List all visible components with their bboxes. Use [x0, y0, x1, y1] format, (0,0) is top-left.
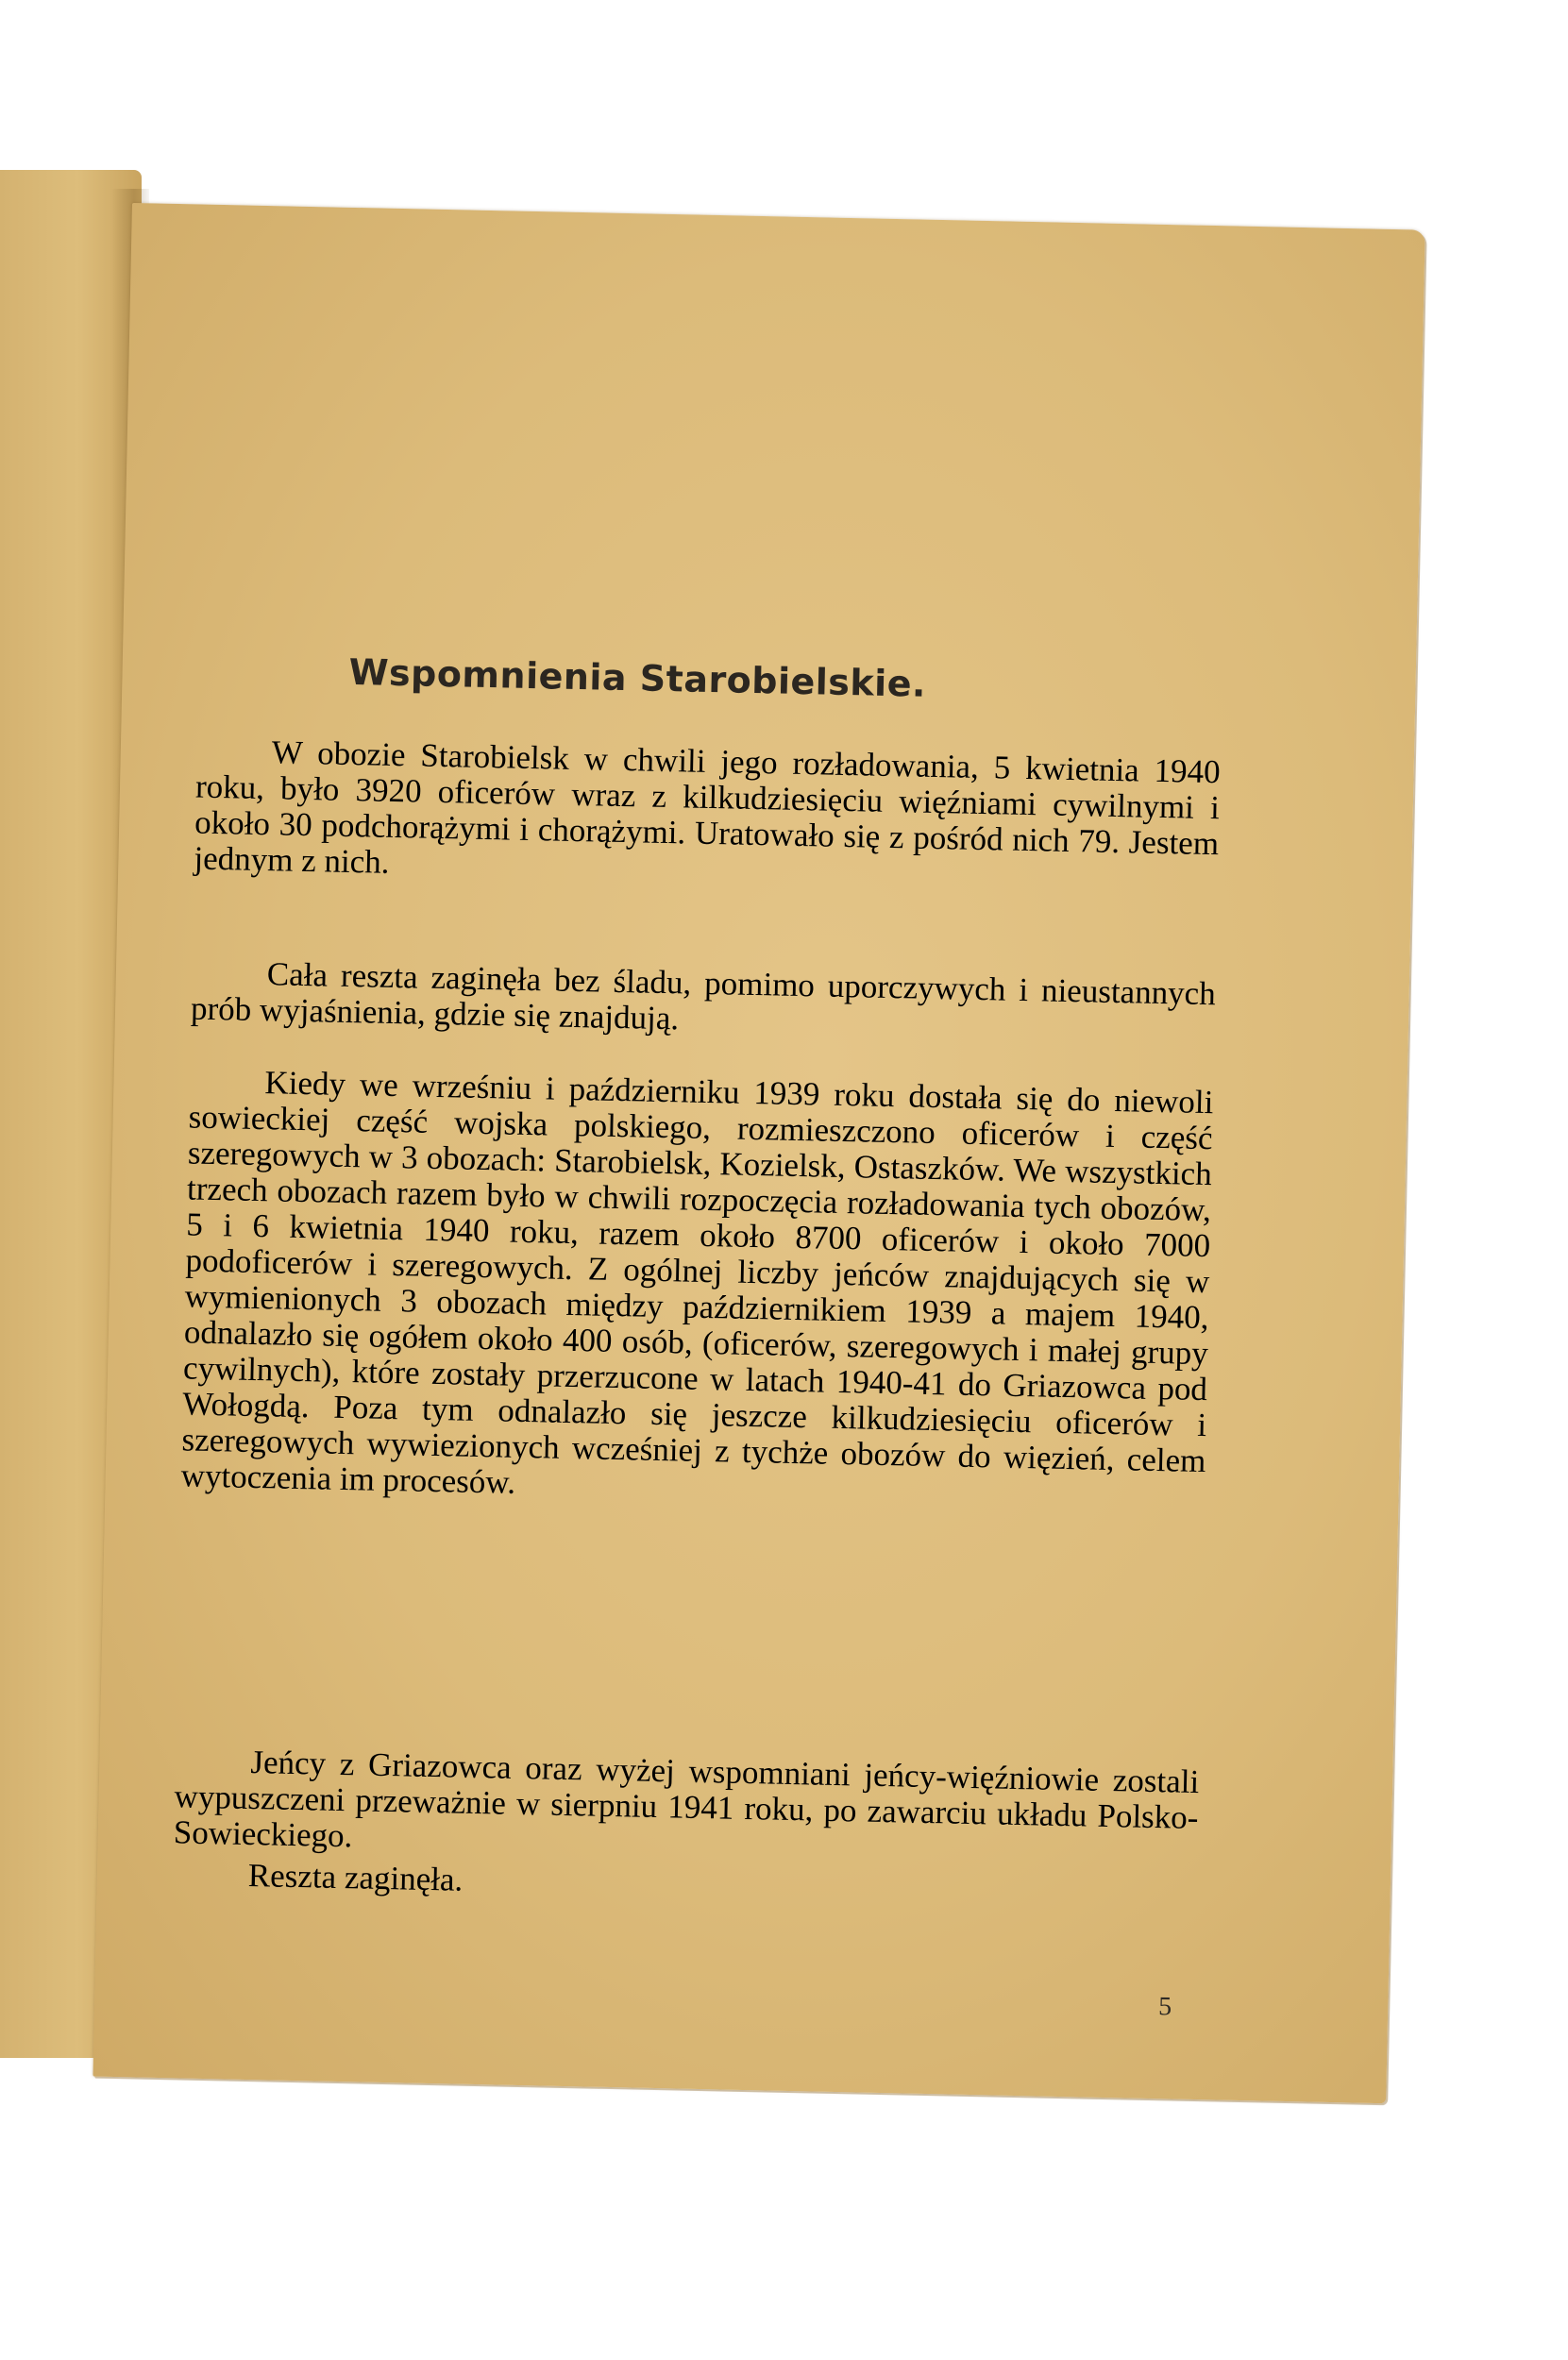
paragraph-3: Kiedy we wrześniu i październiku 1939 roku dostała się do niewoli sowieckiej część wojska polskiego, rozmieszczono oficerów i część szeregowych w 3 obozach: Starobielsk, Kozielsk, Ostaszków. We wszystkich trzech obozach razem było w chwili rozpoczęcia rozładowania tych obozów, 5 i 6 kwietnia 1940 roku, razem około 8700 oficerów i około 7000 podoficerów i szeregowych. Z ogólnej liczby jeńców znajdujących się w wymienionych 3 obozach między październikiem 1939 a majem 1940, odnalazło się ogółem około 400 osób, (oficerów, szeregowych i małej grupy cywilnych), które zostały przerzucone w latach 1940-41 do Griazowca pod Wołogdą. Poza tym odnalazło się jeszcze kilkudziesięciu oficerów i szeregowych wywiezionych wcześniej z tychże obozów do więzień, celem wytoczenia im procesów. [180, 1064, 1214, 1501]
page-number: 5 [1157, 1992, 1172, 2022]
page-title: Wspomnienia Starobielskie. [348, 650, 927, 705]
book-page [93, 203, 1425, 2103]
paragraph-4: Jeńcy z Griazowca oraz wyżej wspomniani jeńcy-więźniowie zostali wypuszczeni przeważnie w sierpniu 1941 roku, po zawarciu układu Polsko-Sowieckiego. [173, 1743, 1200, 1855]
paragraph-2: Cała reszta zaginęła bez śladu, pomimo uporczywych i nieustannych prób wyjaśnienia, gdzie się znajdują. [190, 955, 1217, 1037]
paragraph-1: W obozie Starobielsk w chwili jego rozładowania, 5 kwietnia 1940 roku, było 3920 oficerów wraz z kilkudziesięciu więźniami cywilnymi i około 30 podchorążymi i chorążymi. Uratowało się z pośród nich 79. Jestem jednym z nich. [194, 733, 1222, 881]
paragraph-5: Reszta zaginęła. [247, 1856, 464, 1898]
